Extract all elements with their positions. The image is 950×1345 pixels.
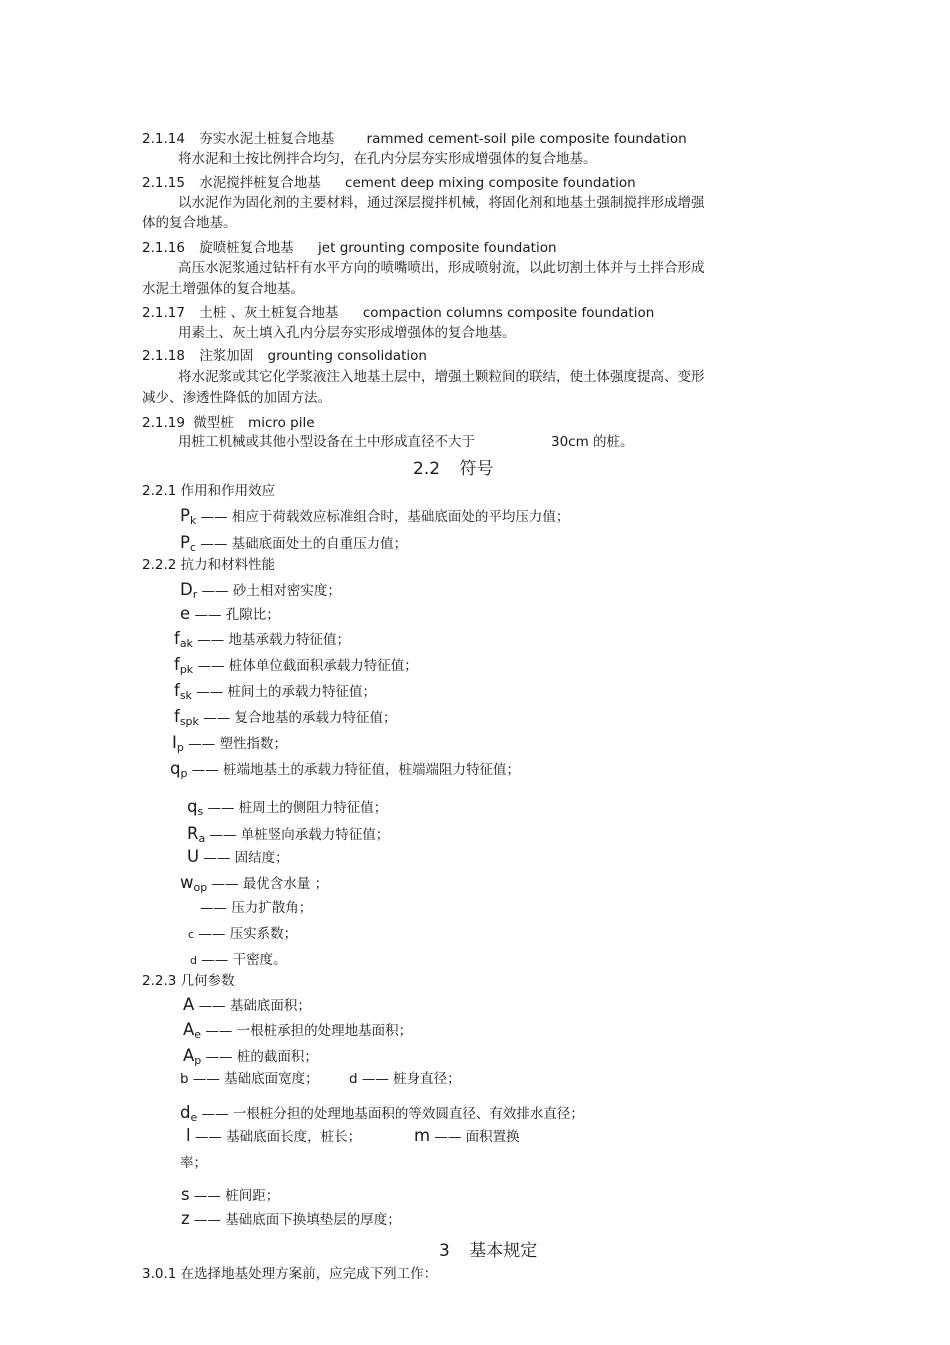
symbol-dr-row: $D_r$ —— 砂土相对密实度； bbox=[180, 580, 341, 601]
section-2-2-heading: 2.2 符号 bbox=[413, 459, 494, 479]
symbol-de-row: $d_e$ —— 一根桩分担的处理地基面积的等效圆直径、有效排水直径； bbox=[180, 1103, 584, 1124]
symbol-ap-row: $A_p$ —— 桩的截面积； bbox=[183, 1046, 318, 1067]
symbol-ra-row: $R_a$ —— 单桩竖向承载力特征值； bbox=[187, 824, 390, 845]
subsection-2-2-3: 2.2.3 几何参数 bbox=[142, 973, 235, 989]
term-2-1-19-desc: 用桩工机械或其他小型设备在土中形成直径不大于 bbox=[178, 434, 475, 450]
term-2-1-18-desc-line1: 将水泥浆或其它化学浆液注入地基土层中，增强土颗粒间的联结，使土体强度提高、变形 bbox=[178, 369, 705, 385]
term-2-1-14-desc: 将水泥和土按比例拌合均匀，在孔内分层夯实形成增强体的复合地基。 bbox=[178, 151, 597, 167]
symbol-m-row-continued: 率； bbox=[180, 1155, 207, 1171]
symbol-fsk-row: $f_{sk}$ —— 桩间土的承载力特征值； bbox=[174, 681, 377, 702]
subsection-2-2-1: 2.2.1 作用和作用效应 bbox=[142, 483, 276, 499]
symbol-pk-row: $P_k$ —— 相应于荷载效应标准组合时，基础底面处的平均压力值； bbox=[180, 506, 570, 527]
term-2-1-16-heading: 2.1.16 旋喷桩复合地基 jet grounting composite foundation bbox=[142, 240, 557, 256]
symbol-b-row: b —— 基础底面宽度； bbox=[180, 1071, 319, 1087]
symbol-qp-row: $q_p$ —— 桩端地基土的承载力特征值，桩端端阻力特征值； bbox=[170, 759, 521, 780]
symbol-l-row: l —— 基础底面长度，桩长； bbox=[186, 1126, 362, 1145]
term-2-1-18-heading: 2.1.18 注浆加固 grounting consolidation bbox=[142, 348, 427, 364]
symbol-s-row: s —— 桩间距； bbox=[181, 1185, 280, 1204]
term-2-1-16-desc-line1: 高压水泥浆通过钻杆有水平方向的喷嘴喷出，形成喷射流，以此切割土体并与土拌合形成 bbox=[178, 260, 705, 276]
subsection-2-2-2: 2.2.2 抗力和材料性能 bbox=[142, 557, 276, 573]
symbol-m-row: m —— 面积置换 bbox=[414, 1126, 520, 1145]
symbol-fpk-row: $f_{pk}$ —— 桩体单位截面积承载力特征值； bbox=[174, 655, 418, 676]
section-3-heading: 3 基本规定 bbox=[439, 1241, 538, 1261]
symbol-qs-row: $q_s$ —— 桩周土的侧阻力特征值； bbox=[187, 797, 388, 818]
term-2-1-19-heading: 2.1.19 微型桩 micro pile bbox=[142, 415, 315, 431]
symbol-d-row: d —— 桩身直径； bbox=[349, 1071, 461, 1087]
clause-3-0-1: 3.0.1 在选择地基处理方案前，应完成下列工作： bbox=[142, 1266, 438, 1282]
symbol-ip-row: $I_p$ —— 塑性指数； bbox=[172, 733, 287, 754]
term-2-1-16-desc-line2: 水泥土增强体的复合地基。 bbox=[142, 281, 304, 297]
term-2-1-15-desc-line1: 以水泥作为固化剂的主要材料，通过深层搅拌机械，将固化剂和地基土强制搅拌形成增强 bbox=[178, 195, 705, 211]
term-2-1-17-desc: 用素土、灰土填入孔内分层夯实形成增强体的复合地基。 bbox=[178, 325, 516, 341]
term-2-1-14-heading: 2.1.14 夯实水泥土桩复合地基 rammed cement-soil pile composite foundation bbox=[142, 131, 687, 147]
term-2-1-17-heading: 2.1.17 土桩 、灰土桩复合地基 compaction columns composite foundation bbox=[142, 305, 655, 321]
symbol-z-row: z —— 基础底面下换填垫层的厚度； bbox=[181, 1209, 401, 1228]
symbol-a-row: A —— 基础底面积； bbox=[183, 995, 311, 1014]
symbol-e-row: e —— 孔隙比； bbox=[180, 604, 280, 623]
symbol-rho-d-row: d —— 干密度。 bbox=[190, 952, 287, 968]
symbol-lambda-c-row: c —— 压实系数； bbox=[188, 926, 298, 942]
symbol-wop-row: $w_{op}$ —— 最优含水量 ； bbox=[180, 873, 329, 894]
term-2-1-15-desc-line2: 体的复合地基。 bbox=[142, 215, 237, 231]
term-2-1-18-desc-line2: 减少、渗透性降低的加固方法。 bbox=[142, 390, 331, 406]
symbol-pc-row: $P_c$ —— 基础底面处土的自重压力值； bbox=[180, 533, 408, 554]
symbol-ae-row: $A_e$ —— 一根桩承担的处理地基面积； bbox=[183, 1020, 413, 1041]
symbol-fak-row: $f_{ak}$ —— 地基承载力特征值； bbox=[174, 629, 351, 650]
term-2-1-15-heading: 2.1.15 水泥搅拌桩复合地基 cement deep mixing composite foundation bbox=[142, 175, 636, 191]
symbol-fspk-row: $f_{spk}$ —— 复合地基的承载力特征值； bbox=[174, 707, 397, 728]
symbol-theta-row: —— 压力扩散角； bbox=[200, 900, 313, 916]
symbol-u-row: U —— 固结度； bbox=[187, 847, 289, 866]
term-2-1-19-desc-tail: 30cm 的桩。 bbox=[551, 434, 634, 450]
